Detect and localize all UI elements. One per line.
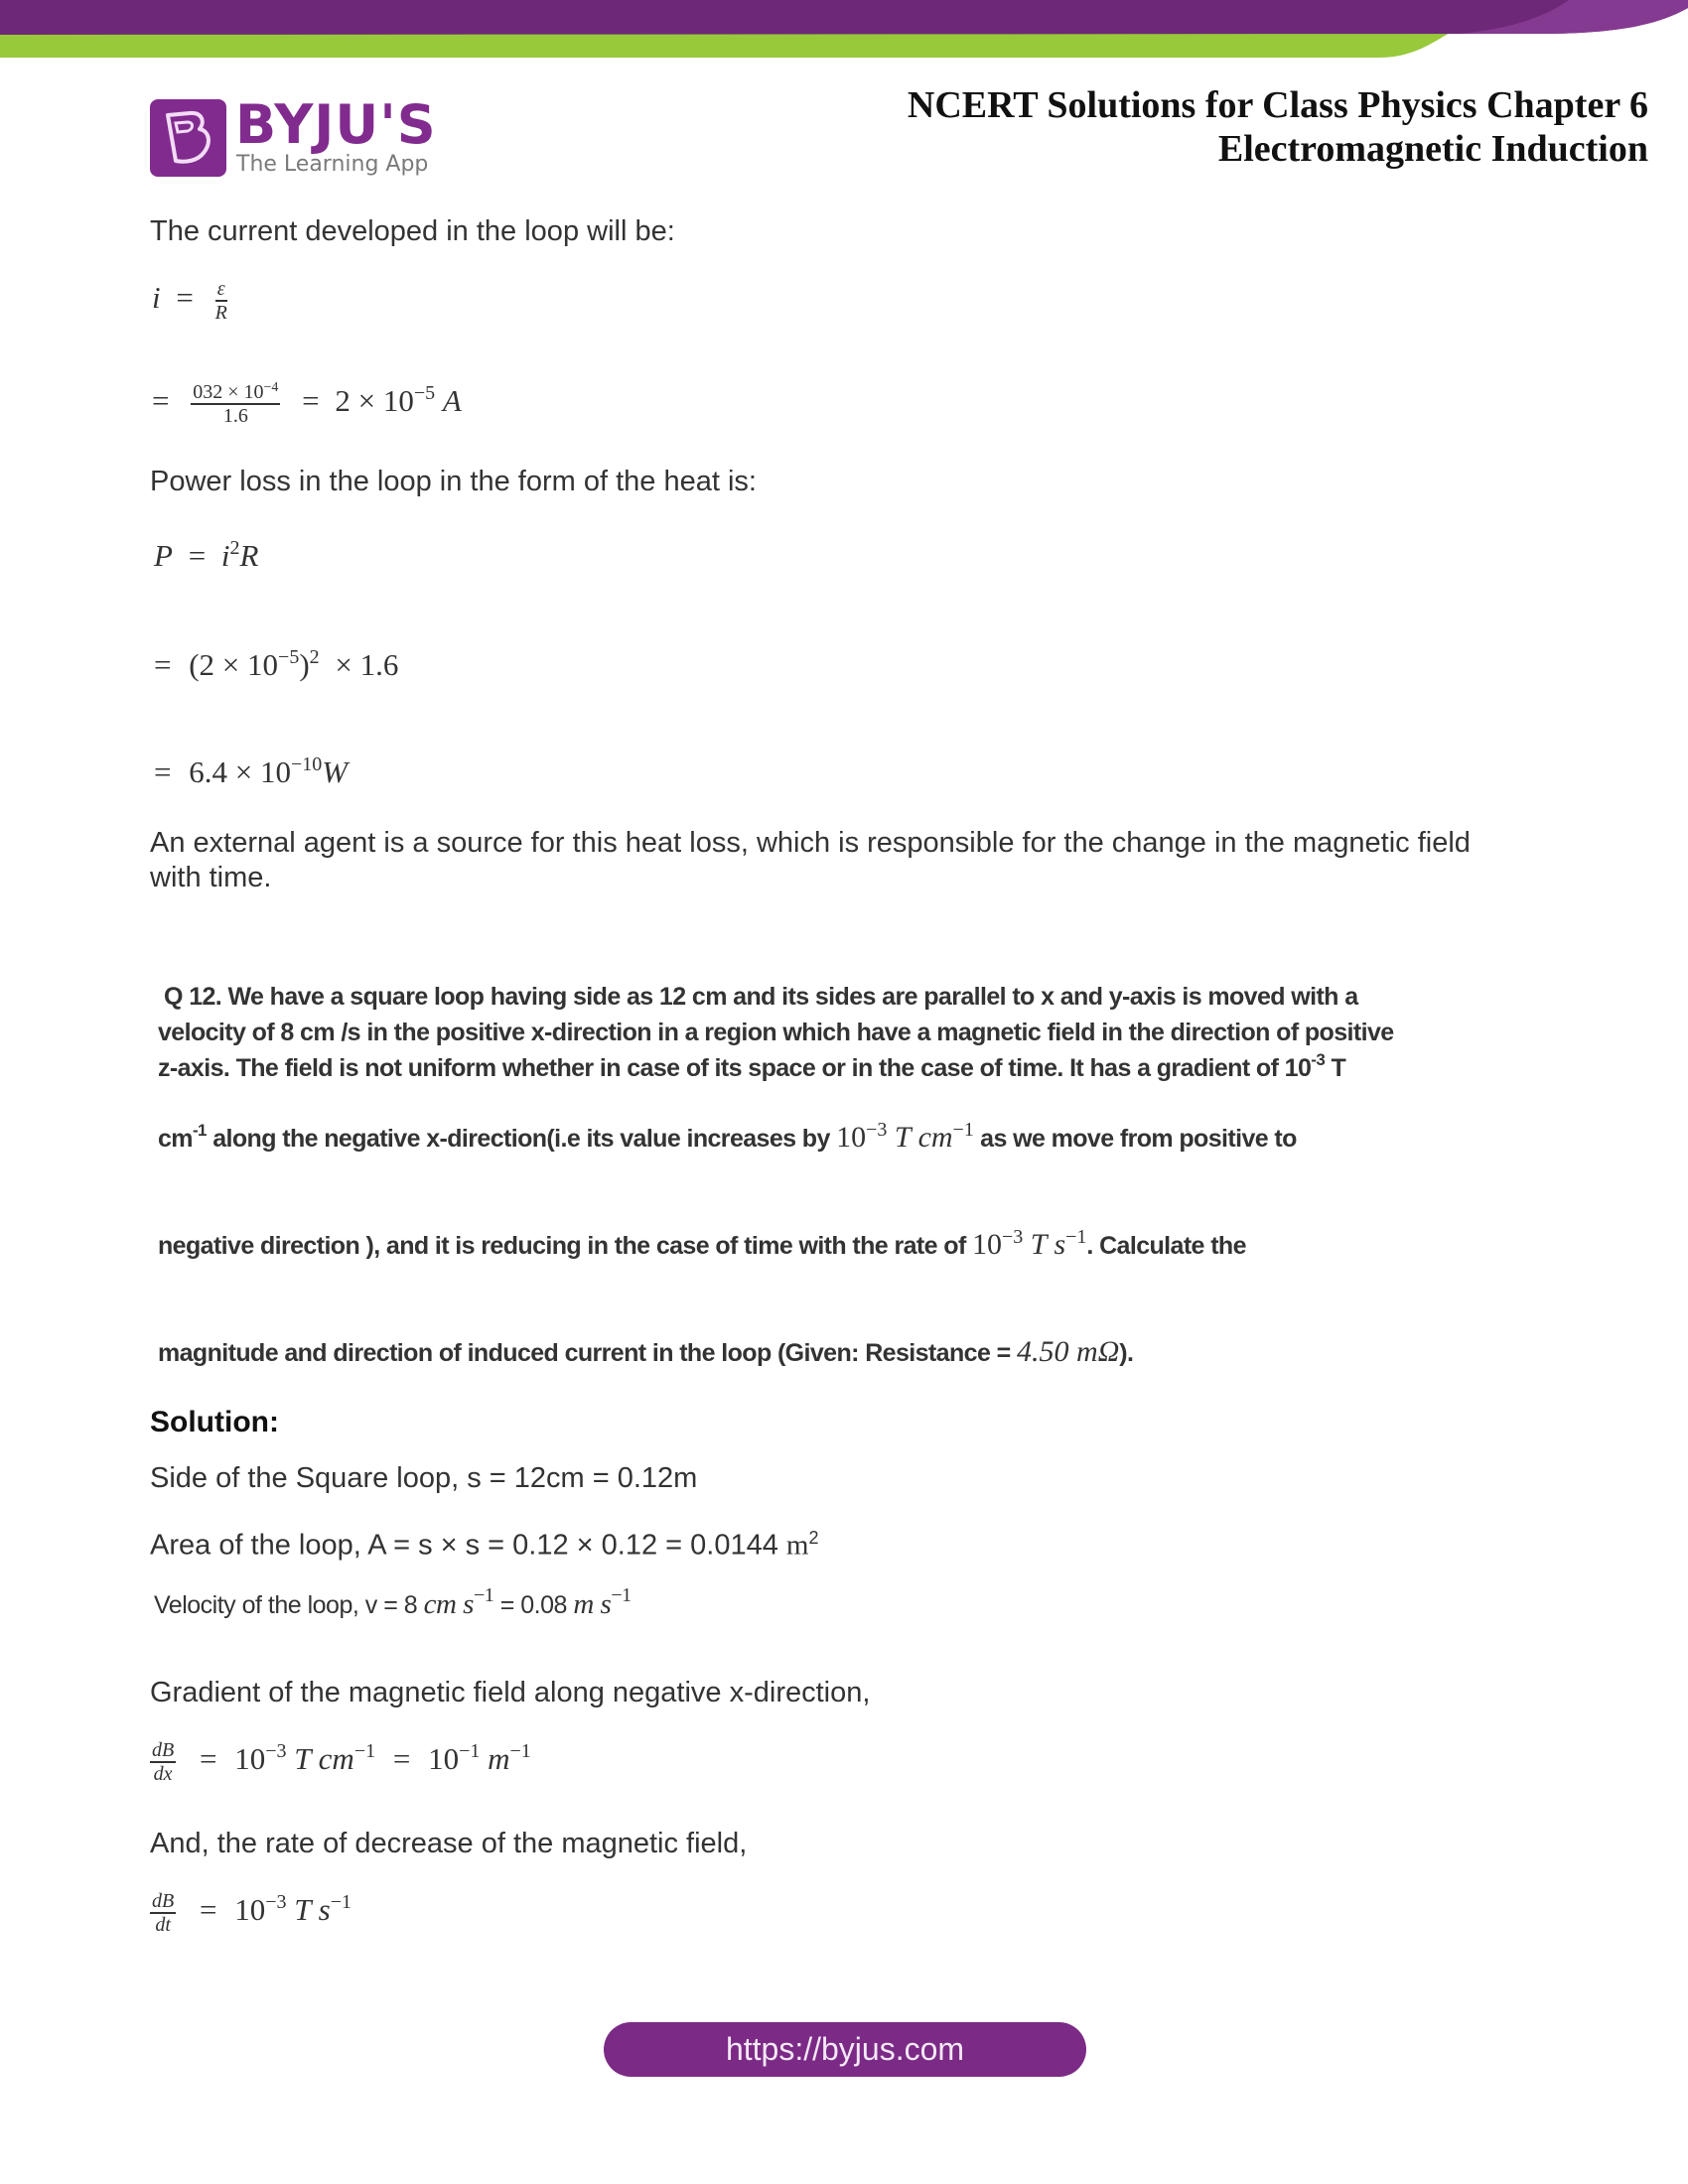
fraction-db-dt (150, 1890, 176, 1936)
q-text: as we move from positive to (973, 1125, 1297, 1153)
value-unit-exp: −1 (509, 1740, 531, 1763)
value-unit-exp: −1 (353, 1740, 376, 1763)
q-text: magnitude and direction of induced current in the loop (Given: Resistance = (158, 1339, 1017, 1367)
equation-power-definition (154, 538, 258, 574)
eq-operator: = (154, 754, 172, 789)
q-math-rate (972, 1228, 1086, 1261)
math-value: 4.50 mΩ (1016, 1335, 1120, 1368)
rate-intro: And, the rate of decrease of the magnetic field, (150, 1828, 748, 1859)
eq-operator: = (199, 1892, 217, 1928)
equation-power-substitution (154, 647, 398, 683)
value-exp: −3 (265, 1891, 287, 1914)
byjus-b-icon (162, 109, 213, 167)
q-text: T (1325, 1054, 1346, 1082)
header-decorative-bands (0, 0, 1688, 69)
q-text: cm (158, 1125, 193, 1153)
fraction-numerator: ε (215, 278, 227, 302)
eq-operator: = (302, 383, 320, 419)
area-exp: 2 (808, 1528, 819, 1548)
question-line-5 (158, 1227, 1246, 1264)
math-base: 10 (972, 1228, 1003, 1261)
inner-exp: −5 (278, 646, 300, 668)
question-line-6 (158, 1334, 1133, 1371)
math-exp: −3 (1002, 1226, 1024, 1248)
value-exp: −3 (265, 1740, 287, 1763)
q-text: negative direction ), and it is reducing in the case of time with the rate of (158, 1232, 973, 1260)
fraction-numerator: dB (152, 1890, 175, 1912)
velocity-text: Velocity of the loop, v = 8 (154, 1591, 424, 1619)
equation-power-result (154, 754, 348, 790)
equation-rate (150, 1890, 352, 1936)
result-exp: −10 (290, 753, 323, 775)
result-unit: W (322, 754, 349, 789)
math-unit-exp: −1 (952, 1119, 974, 1141)
fraction-denominator: R (214, 302, 227, 324)
equation-current-value (152, 381, 462, 427)
math-unit: T cm (894, 1121, 953, 1154)
value-base: 10 (234, 1741, 266, 1777)
q-math-resistance (1017, 1335, 1119, 1368)
equation-current-definition (152, 278, 233, 324)
paren-close: ) (299, 647, 310, 682)
gradient-intro: Gradient of the magnetic field along negative x-direction, (150, 1677, 871, 1708)
velocity-exp: −1 (473, 1584, 494, 1606)
eq-symbol: i (152, 280, 161, 316)
value-base: 10 (234, 1892, 266, 1928)
question-line-1: Q 12. We have a square loop having side as 12 cm and its sides are parallel to x and y-axis is moved with a (164, 983, 1358, 1011)
fraction-db-dx (150, 1739, 176, 1785)
rhs-exp: 2 (229, 537, 240, 559)
q-text: along the negative x-direction(i.e its value increases by (206, 1125, 837, 1153)
question-line-4 (158, 1120, 1297, 1157)
area-text: Area of the loop, A = s × s = 0.12 × 0.12 = 0.0144 (150, 1529, 786, 1562)
eq-operator: = (199, 1741, 217, 1777)
velocity-unit: cm s (423, 1588, 474, 1620)
math-unit-exp: −1 (1065, 1226, 1087, 1248)
eq-operator: = (154, 647, 172, 682)
q-exp: -3 (1311, 1050, 1326, 1069)
fraction-denominator: 1.6 (222, 405, 248, 427)
equation-gradient (150, 1739, 531, 1785)
solution-velocity (154, 1584, 632, 1621)
fraction-numerator (191, 381, 280, 405)
rhs-base: i (220, 538, 230, 573)
fraction-current (191, 381, 280, 427)
result-base: 6.4 × 10 (189, 754, 291, 789)
document-title-line2: Electromagnetic Induction (1217, 128, 1648, 170)
eq-operator: = (152, 383, 170, 419)
solution-heading: Solution: (150, 1406, 279, 1438)
result-unit: A (442, 383, 462, 419)
area-unit: m (785, 1529, 809, 1562)
math-unit: T s (1030, 1228, 1066, 1261)
multiplier: × 1.6 (335, 647, 399, 682)
eq-symbol: P (154, 538, 173, 573)
footer-url-text: https://byjus.com (725, 2031, 965, 2067)
q-text: z-axis. The field is not uniform whether in case of its space or in the case of time. It has a gradient of 10 (158, 1054, 1312, 1082)
external-agent-paragraph: An external agent is a source for this heat loss, which is responsible for the change in the magnetic field with time. (150, 827, 1471, 893)
eq-operator: = (392, 1741, 411, 1777)
question-line-2: velocity of 8 cm /s in the positive x-direction in a region which have a magnetic field in the direction of positive (158, 1019, 1394, 1046)
value-unit: T s (294, 1892, 331, 1928)
eq-operator: = (188, 538, 207, 573)
paren-open: (2 × 10 (189, 647, 279, 682)
value-base: 10 (428, 1741, 460, 1777)
solution-side: Side of the Square loop, s = 12cm = 0.12m (150, 1462, 698, 1494)
q-text: . Calculate the (1086, 1232, 1246, 1260)
result-base: 2 × 10 (335, 383, 414, 419)
math-exp: −3 (866, 1119, 888, 1141)
fraction-emf-over-r (215, 278, 227, 324)
document-title (908, 83, 1648, 171)
num-exp: −4 (263, 380, 279, 395)
fraction-denominator: dt (155, 1914, 171, 1936)
value-unit-exp: −1 (330, 1891, 352, 1914)
question-line-3 (158, 1050, 1345, 1086)
eq-operator: = (176, 280, 194, 316)
brand-name: BYJU'S (235, 93, 437, 156)
q-text: ). (1119, 1339, 1134, 1367)
brand-logo-mark (150, 99, 226, 177)
footer-url-link[interactable] (604, 2022, 1086, 2077)
num-base: 032 × 10 (193, 381, 264, 403)
intro-power-text: Power loss in the loop in the form of the heat is: (150, 466, 757, 497)
value-exp: −1 (459, 1740, 481, 1763)
value-unit: m (488, 1741, 510, 1777)
q-exp: -1 (192, 1121, 207, 1140)
fraction-denominator: dx (153, 1763, 173, 1785)
document-title-line1: NCERT Solutions for Class Physics Chapter 6 (907, 84, 1648, 126)
rhs-tail: R (239, 538, 259, 573)
value-unit: T cm (294, 1741, 354, 1777)
fraction-numerator: dB (152, 1739, 175, 1761)
math-base: 10 (836, 1121, 867, 1154)
result-exp: −5 (413, 382, 436, 405)
outer-exp: 2 (309, 646, 320, 668)
velocity-text: = 0.08 (499, 1591, 574, 1619)
q-math-gradient (836, 1121, 974, 1154)
velocity-unit: m s (573, 1588, 612, 1620)
intro-current-text: The current developed in the loop will be: (150, 215, 675, 247)
brand-tagline: The Learning App (236, 152, 429, 177)
velocity-exp: −1 (611, 1584, 632, 1606)
solution-area (150, 1521, 818, 1564)
